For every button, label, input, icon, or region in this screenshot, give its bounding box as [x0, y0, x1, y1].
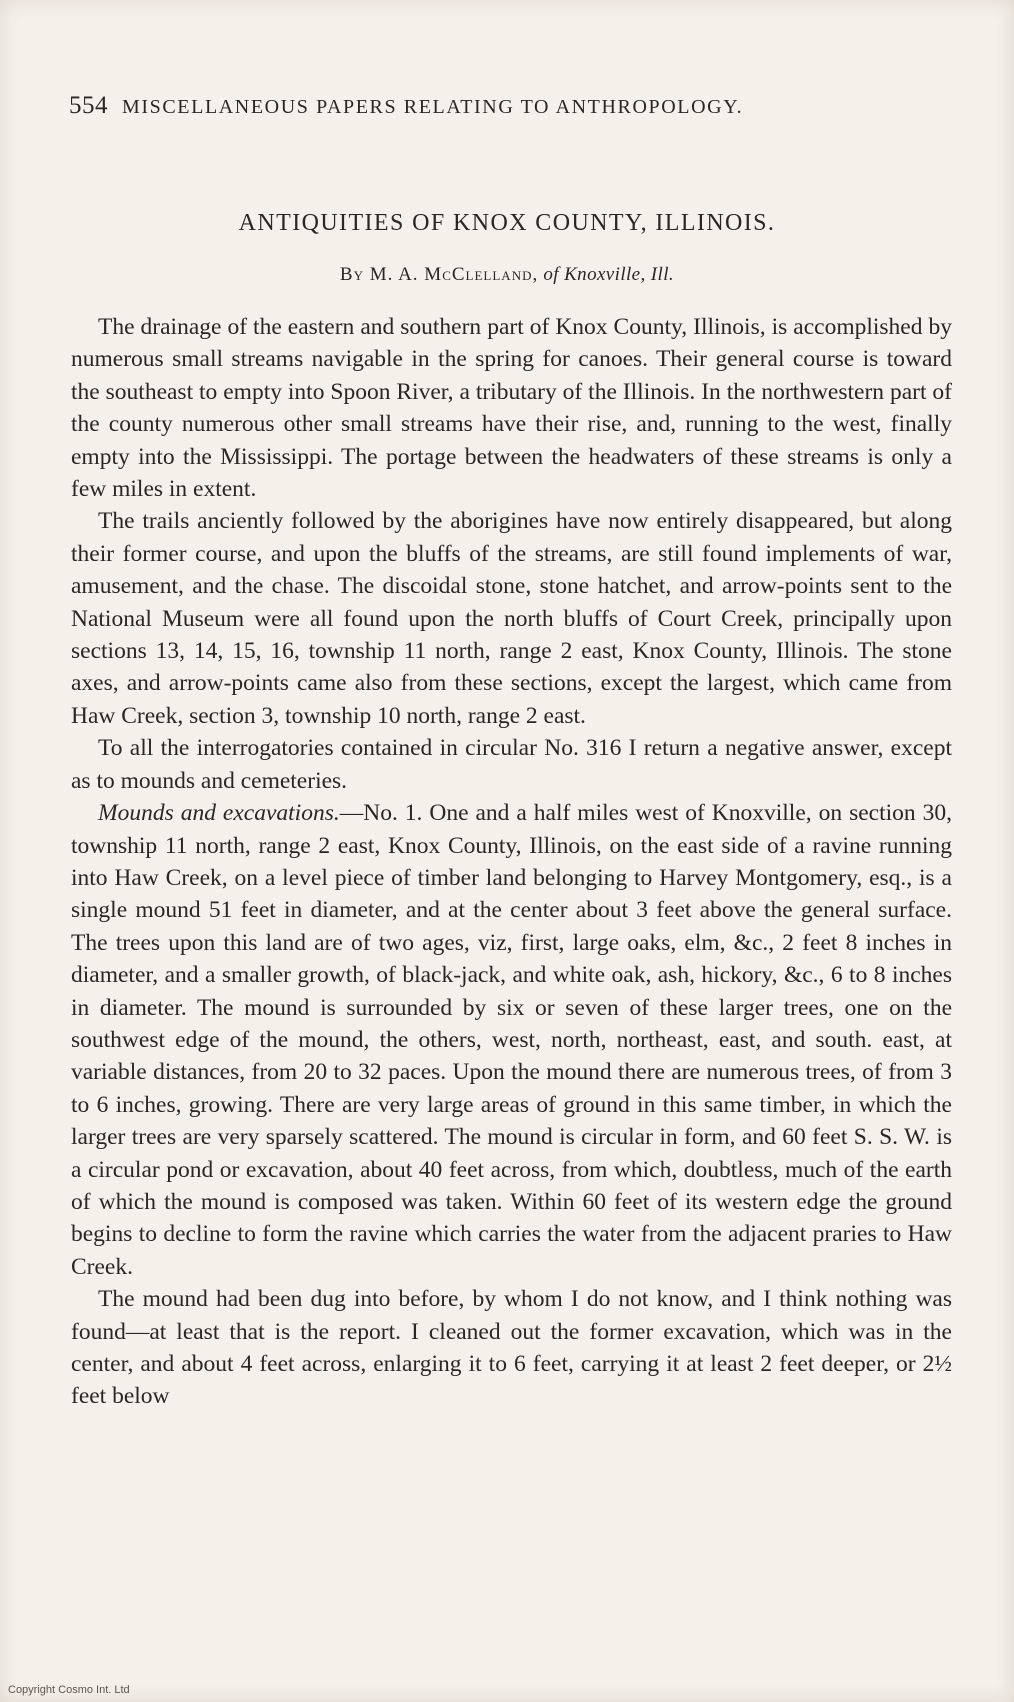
paragraph-4 [71, 797, 952, 1283]
paragraph-1 [71, 311, 952, 505]
article-title: ANTIQUITIES OF KNOX COUNTY, ILLINOIS. [238, 210, 776, 236]
paragraph-text: The trails anciently followed by the aborigines have now entirely disappeared, but along their former course, and upon the bluffs of the streams, are still found implements of war, amusement, and the chase. The discoidal stone, stone hatchet, and arrow-points sent to the National Museum were all found upon the north bluffs of Court Creek, principally upon sections 13, 14, 15, 16, township 11 north, range 2 east, Knox County, Illinois. The stone axes, and arrow-points came also from these sections, except the largest, which came from Haw Creek, section 3, township 10 north, range 2 east. [71, 508, 952, 729]
section-lead: Mounds and excavations. [98, 800, 340, 827]
copyright-watermark: Copyright Cosmo Int. Ltd [8, 1684, 130, 1696]
page-number: 554 [69, 92, 108, 119]
paragraph-text: The drainage of the eastern and southern part of Knox County, Illinois, is accomplished by numerous small streams navigable in the spring for canoes. Their general course is toward the southeast to empty into Spoon River, a tributary of the Illinois. In the northwestern part of the county numerous other small streams have their rise, and, running to the west, finally empty into the Mississippi. The portage between the headwaters of these streams is only a few miles in extent. [71, 314, 952, 503]
paragraph-2 [71, 505, 952, 732]
paragraph-3 [71, 732, 952, 797]
byline-author: By M. A. McClelland, [339, 264, 539, 285]
paragraph-5 [71, 1283, 952, 1413]
paragraph-text: The mound had been dug into before, by whom I do not know, and I think nothing was found—at least that is the report. I cleaned out the former excavation, which was in the center, and about 4 feet across, enlarging it to 6 feet, carrying it at least 2 feet deeper, or 2½ feet below [71, 1286, 952, 1410]
paragraph-text: —No. 1. One and a half miles west of Knoxville, on section 30, township 11 north, range 2 east, Knox County, Illinois, on the east side of a ravine running into Haw Creek, on a level piece of timber land belonging to Harvey Montgomery, esq., is a single mound 51 feet in diameter, and at the center about 3 feet above the general surface. The trees upon this land are of two ages, viz, first, large oaks, elm, &c., 2 feet 8 inches in diameter, and a smaller growth, of black-jack, and white oak, ash, hickory, &c., 6 to 8 inches in diameter. The mound is surrounded by six or seven of these larger trees, one on the southwest edge of the mound, the others, west, north, northeast, east, and south. east, at variable distances, from 20 to 32 paces. Upon the mound there are numerous trees, of from 3 to 6 inches, growing. There are very large areas of ground in this same timber, in which the larger trees are very sparsely scattered. The mound is circular in form, and 60 feet S. S. W. is a circular pond or excavation, about 40 feet across, from which, doubtless, much of the earth of which the mound is composed was taken. Within 60 feet of its western edge the ground begins to decline to form the ravine which carries the water from the adjacent praries to Haw Creek. [71, 800, 952, 1280]
running-head [69, 92, 949, 120]
running-title: MISCELLANEOUS PAPERS RELATING TO ANTHROPOLOGY. [122, 96, 744, 118]
byline-location: of Knoxville, Ill. [543, 264, 675, 285]
article-body [71, 311, 952, 1413]
byline [0, 264, 1014, 286]
paragraph-text: To all the interrogatories contained in circular No. 316 I return a negative answer, except as to mounds and cemeteries. [71, 735, 952, 794]
